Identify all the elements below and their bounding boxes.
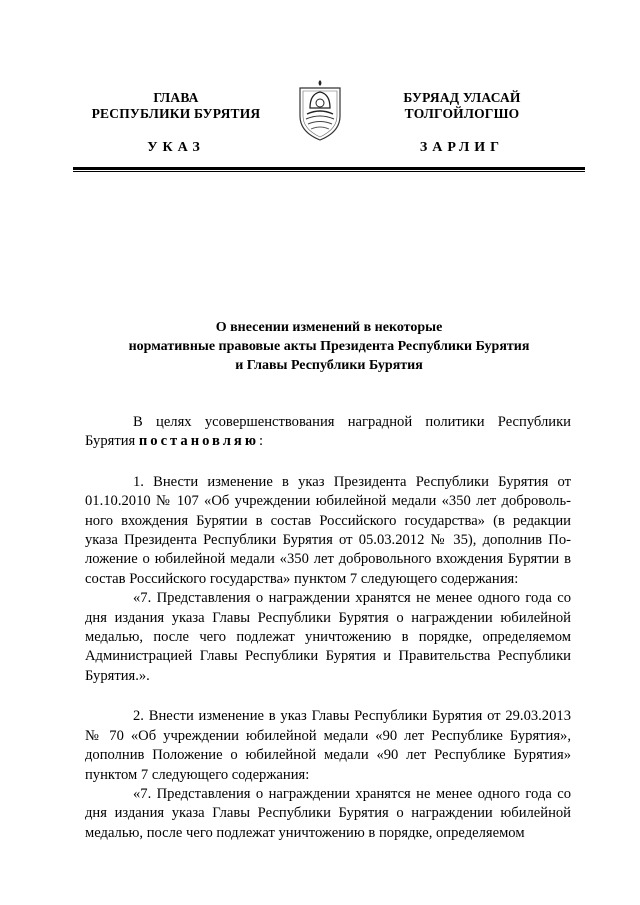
item-2: 2. Внести изменение в указ Главы Республики Бурятия от 29.03.2013 № 70 «Об учреждении юбилейной медали «90 лет Республике Бурятия», дополнив Положение о юбилейной медали «90 лет Республике Бурятия» пунктом 7 следующего содержания: [85, 708, 571, 783]
header-rule-thick [73, 167, 585, 170]
title-line1: О внесении изменений в некоторые [215, 320, 443, 335]
document-body [85, 413, 571, 843]
title-line2: нормативные правовые акты Президента Республики Бурятия [128, 339, 530, 354]
header-right-line2: ТОЛГОЙЛОГШО [404, 106, 520, 121]
header-rule-thin [73, 171, 585, 172]
header-left-line2: РЕСПУБЛИКИ БУРЯТИЯ [91, 106, 261, 121]
header-left [76, 90, 276, 122]
header-right-line1: БУРЯАД УЛАСАЙ [403, 90, 521, 105]
coat-of-arms-icon [296, 78, 344, 142]
header-right [362, 90, 562, 122]
item-2-quote: «7. Представления о награждении хранятся не менее одного года со дня издания указа Главы Республики Бурятия о награждении юбилейной медалью, после чего подлежат уничтожению в порядке, определяемом [85, 785, 571, 841]
item-1: 1. Внести изменение в указ Президента Республики Бурятия от 01.10.2010 № 107 «Об учреждении юбилейной медали «350 лет добровольного вхождения Бурятии в состав Российского государства» (в редакции указа Президента Республики Бурятия от 05.03.2012 № 35), дополнив Положение о юбилейной медали «350 лет добровольного вхождения Бурятии в состав Российского государства» пунктом 7 следующего содержания: [85, 473, 571, 587]
item-1-quote: «7. Представления о награждении хранятся не менее одного года со дня издания указа Главы Республики Бурятия о награждении юбилейной медалью, после чего подлежат уничтожению в порядке, определяемом Администрацией Главы Республики Бурятия и Правительства Республики Бурятия.». [85, 590, 571, 684]
decree-label-ru: УКАЗ [147, 140, 205, 155]
preamble-keyword: постановляю [138, 433, 259, 450]
title-line3: и Главы Республики Бурятия [235, 358, 423, 373]
header-left-line1: ГЛАВА [153, 90, 199, 105]
document-title [73, 318, 585, 375]
preamble-tail: : [258, 433, 264, 450]
preamble [85, 413, 571, 452]
decree-label-bua: ЗАРЛИГ [419, 140, 505, 155]
preamble-text: В целях усовершенствования наградной политики Республики Бурятия [85, 414, 571, 450]
